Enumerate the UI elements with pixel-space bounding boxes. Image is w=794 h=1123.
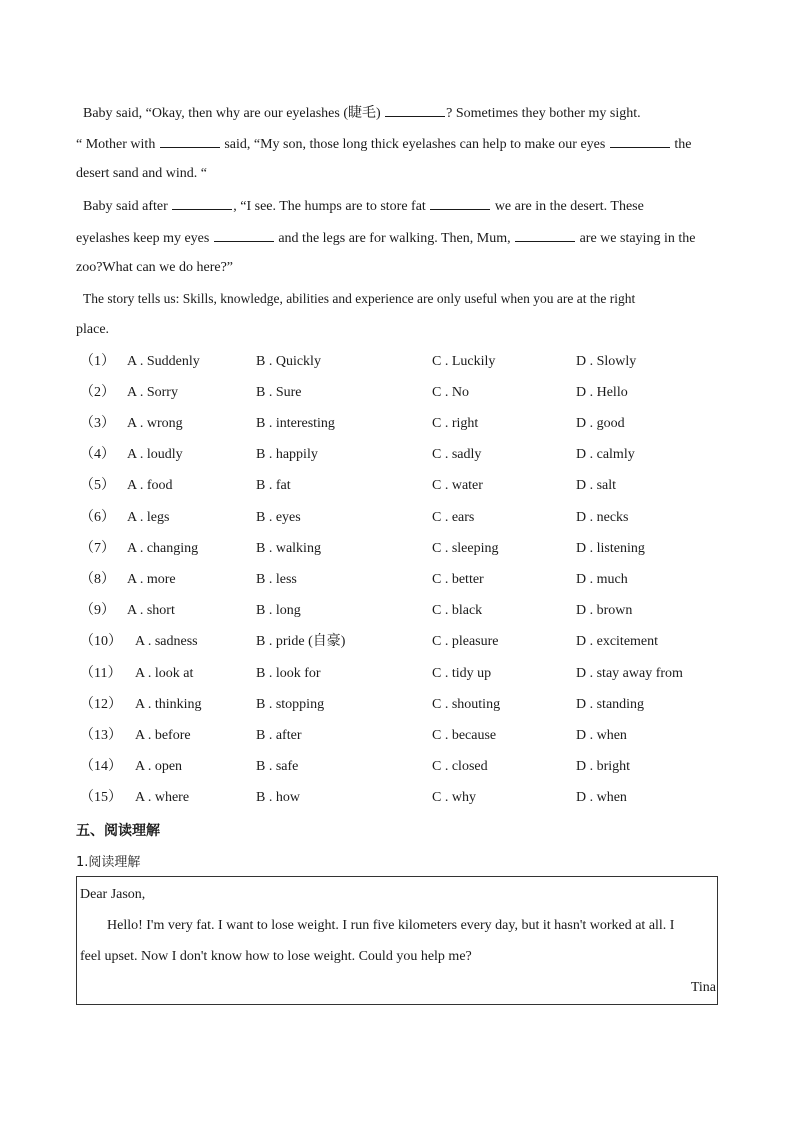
question-number: （9） xyxy=(80,603,115,618)
answer-blank[interactable] xyxy=(385,102,445,117)
story-line-2 xyxy=(76,133,691,155)
story-text: eyelashes keep my eyes xyxy=(76,231,213,246)
option-c[interactable]: C . right xyxy=(432,416,479,431)
letter-body-line: feel upset. Now I don't know how to lose weight. Could you help me? xyxy=(80,949,472,964)
option-a[interactable]: A . thinking xyxy=(135,697,202,712)
option-d[interactable]: D . Hello xyxy=(576,385,628,400)
option-b[interactable]: B . eyes xyxy=(256,510,301,525)
option-d[interactable]: D . excitement xyxy=(576,634,659,649)
option-d[interactable]: D . brown xyxy=(576,603,633,618)
question-number: （4） xyxy=(80,447,115,462)
question-number: （10） xyxy=(80,634,122,649)
option-a[interactable]: A . look at xyxy=(135,666,194,681)
question-number: （15） xyxy=(80,790,122,805)
option-a[interactable]: A . more xyxy=(127,572,176,587)
question-number: （13） xyxy=(80,728,122,743)
option-d[interactable]: D . much xyxy=(576,572,628,587)
option-d[interactable]: D . stay away from xyxy=(576,666,683,681)
option-d[interactable]: D . standing xyxy=(576,697,645,712)
option-b[interactable]: B . fat xyxy=(256,478,291,493)
story-text: the xyxy=(670,137,692,152)
option-b[interactable]: B . interesting xyxy=(256,416,335,431)
option-c[interactable]: C . ears xyxy=(432,510,475,525)
story-text: said, “My son, those long thick eyelashes can help to make our eyes xyxy=(220,137,609,152)
option-a[interactable]: A . food xyxy=(127,478,173,493)
option-d[interactable]: D . calmly xyxy=(576,447,635,462)
option-b[interactable]: B . how xyxy=(256,790,300,805)
answer-blank[interactable] xyxy=(515,227,575,242)
question-number: （8） xyxy=(80,572,115,587)
option-a[interactable]: A . Sorry xyxy=(127,385,178,400)
option-c[interactable]: C . Luckily xyxy=(432,354,496,369)
option-b[interactable]: B . Quickly xyxy=(256,354,321,369)
option-d[interactable]: D . when xyxy=(576,790,627,805)
option-c[interactable]: C . closed xyxy=(432,759,488,774)
letter-greeting: Dear Jason, xyxy=(80,887,146,902)
option-d[interactable]: D . bright xyxy=(576,759,631,774)
question-number: （3） xyxy=(80,416,115,431)
option-b[interactable]: B . Sure xyxy=(256,385,302,400)
answer-blank[interactable] xyxy=(430,195,490,210)
option-a[interactable]: A . sadness xyxy=(135,634,198,649)
option-a[interactable]: A . open xyxy=(135,759,183,774)
story-text: and the legs are for walking. Then, Mum, xyxy=(274,231,515,246)
option-d[interactable]: D . Slowly xyxy=(576,354,637,369)
question-number: （11） xyxy=(80,666,122,681)
option-c[interactable]: C . water xyxy=(432,478,483,493)
story-line-8 xyxy=(76,320,109,340)
option-c[interactable]: C . sadly xyxy=(432,447,482,462)
section-heading: 五、阅读理解 xyxy=(76,823,160,839)
answer-blank[interactable] xyxy=(610,133,670,148)
letter-body-line: Hello! I'm very fat. I want to lose weight. I run five kilometers every day, but it hasn't worked at all. I xyxy=(107,918,675,933)
story-line-1 xyxy=(76,102,641,124)
story-moral: The story tells us: Skills, knowledge, abilities and experience are only useful when you are at the right xyxy=(83,291,636,306)
option-d[interactable]: D . when xyxy=(576,728,627,743)
option-c[interactable]: C . tidy up xyxy=(432,666,492,681)
option-d[interactable]: D . good xyxy=(576,416,625,431)
question-number: （5） xyxy=(80,478,115,493)
story-moral: place. xyxy=(76,322,110,337)
option-c[interactable]: C . why xyxy=(432,790,476,805)
option-b[interactable]: B . happily xyxy=(256,447,318,462)
story-text: are we staying in the xyxy=(576,231,696,246)
story-text: Baby said after xyxy=(83,199,172,214)
option-a[interactable]: A . before xyxy=(135,728,191,743)
option-d[interactable]: D . necks xyxy=(576,510,629,525)
option-b[interactable]: B . look for xyxy=(256,666,321,681)
question-number: （6） xyxy=(80,510,115,525)
option-a[interactable]: A . loudly xyxy=(127,447,183,462)
option-b[interactable]: B . pride (自豪) xyxy=(256,634,346,649)
option-c[interactable]: C . because xyxy=(432,728,497,743)
option-b[interactable]: B . less xyxy=(256,572,297,587)
story-line-3 xyxy=(76,164,207,184)
story-text: zoo?What can we do here?” xyxy=(76,260,234,275)
answer-blank[interactable] xyxy=(160,133,220,148)
question-number: （2） xyxy=(80,385,115,400)
answer-blank[interactable] xyxy=(214,227,274,242)
story-text: “ Mother with xyxy=(76,137,159,152)
answer-blank[interactable] xyxy=(172,195,232,210)
option-c[interactable]: C . better xyxy=(432,572,484,587)
option-d[interactable]: D . salt xyxy=(576,478,617,493)
story-line-4 xyxy=(76,195,644,217)
story-text: we are in the desert. These xyxy=(491,199,644,214)
option-a[interactable]: A . wrong xyxy=(127,416,183,431)
option-c[interactable]: C . black xyxy=(432,603,483,618)
story-text: ? Sometimes they bother my sight. xyxy=(446,106,641,121)
option-b[interactable]: B . after xyxy=(256,728,302,743)
question-number: （1） xyxy=(80,354,115,369)
option-b[interactable]: B . stopping xyxy=(256,697,325,712)
option-b[interactable]: B . safe xyxy=(256,759,299,774)
option-a[interactable]: A . legs xyxy=(127,510,170,525)
option-c[interactable]: C . shouting xyxy=(432,697,501,712)
story-line-7 xyxy=(76,289,635,309)
option-a[interactable]: A . short xyxy=(127,603,175,618)
story-text: desert sand and wind. “ xyxy=(76,166,208,181)
story-text: , “I see. The humps are to store fat xyxy=(233,199,430,214)
story-line-5 xyxy=(76,227,695,249)
question-heading: 1.阅读理解 xyxy=(76,855,141,870)
letter-signature: Tina xyxy=(690,980,716,995)
option-d[interactable]: D . listening xyxy=(576,541,645,556)
option-c[interactable]: C . pleasure xyxy=(432,634,499,649)
letter-box xyxy=(76,876,718,1005)
option-a[interactable]: A . changing xyxy=(127,541,199,556)
option-c[interactable]: C . No xyxy=(432,385,469,400)
question-number: （12） xyxy=(80,697,122,712)
story-text: Baby said, “Okay, then why are our eyelashes (睫毛) xyxy=(83,106,385,121)
option-a[interactable]: A . Suddenly xyxy=(127,354,200,369)
question-number: （14） xyxy=(80,759,122,774)
story-line-6 xyxy=(76,258,233,278)
question-number: （7） xyxy=(80,541,115,556)
option-a[interactable]: A . where xyxy=(135,790,190,805)
option-c[interactable]: C . sleeping xyxy=(432,541,499,556)
option-b[interactable]: B . long xyxy=(256,603,301,618)
option-b[interactable]: B . walking xyxy=(256,541,321,556)
